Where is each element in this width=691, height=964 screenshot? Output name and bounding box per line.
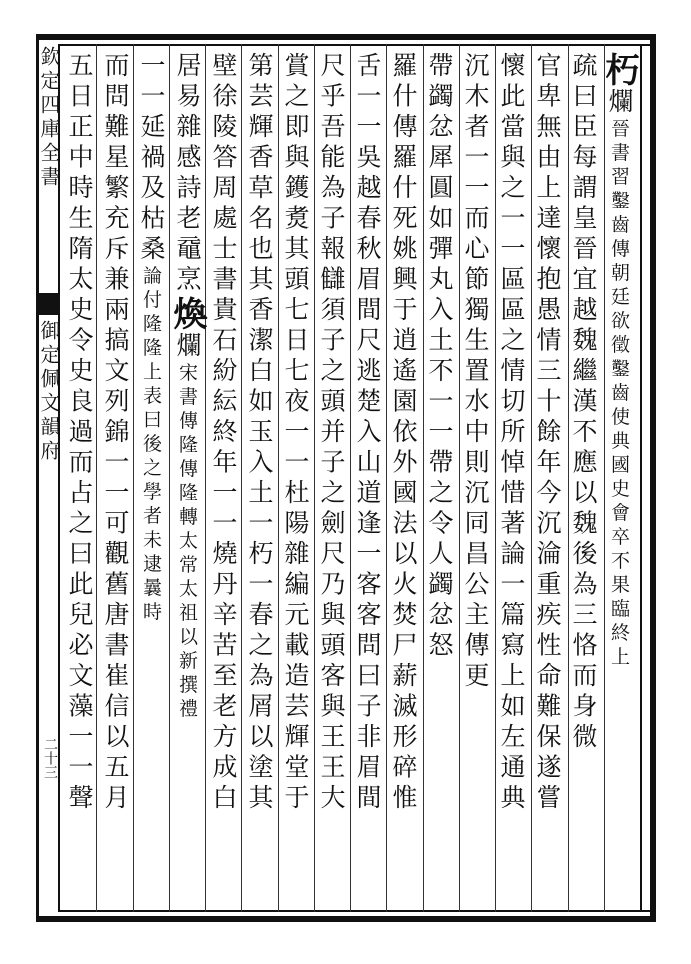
text-column — [566, 52, 601, 908]
text-column — [134, 52, 169, 908]
text-column — [530, 52, 565, 908]
text-column — [98, 52, 133, 908]
border-bottom-outer — [36, 916, 656, 922]
body-text: 疏曰臣每謂皇晉宜越魏繼漢不應以魏後為三恪而身微 — [569, 52, 598, 754]
text-column — [422, 52, 457, 908]
border-top-outer — [36, 34, 656, 40]
text-column — [62, 52, 97, 908]
margin-book-title — [38, 320, 60, 490]
folio-number: 二十三 — [42, 737, 58, 779]
text-column — [314, 52, 349, 908]
text-column — [350, 52, 385, 908]
annotation-text: 論付隆隆上表曰後之學者未逮曩時 — [140, 265, 162, 626]
border-right-inner — [640, 44, 642, 912]
entry-heading: 煥 — [167, 296, 207, 332]
text-column — [278, 52, 313, 908]
body-text: 官卑無由上達懷抱愚情三十餘年今沉淪重疾性命難保遂嘗 — [533, 52, 562, 815]
body-text: 五日正中時生隋太史令史良過而占之曰此兒必文藻一一聲 — [65, 52, 94, 815]
text-column — [167, 52, 207, 908]
body-text: 沉木者一一而心節獨生置水中則沉同昌公主傳更 — [461, 52, 490, 693]
book-title-text: 御定佩文韻府 — [37, 320, 61, 464]
margin-series-title — [38, 46, 60, 296]
body-text: 第芸輝香草名也其香潔白如玉入土一朽一春之為屑以塗其 — [245, 52, 274, 815]
text-block — [62, 52, 638, 908]
text-column — [242, 52, 277, 908]
body-text: 羅什傳羅什死姚興于逍遙園依外國法以火焚尸薪滅形碎惟 — [389, 52, 418, 815]
body-text: 居易雜感詩老黿烹 — [173, 52, 202, 296]
text-column — [206, 52, 241, 908]
body-text: 一一延禍及枯桑 — [137, 52, 166, 266]
text-column — [494, 52, 529, 908]
fishtail-block — [38, 293, 60, 315]
body-text: 帶蠲忿犀圓如彈丸入土不一一帶之令人蠲忿怒 — [425, 52, 454, 662]
text-column — [386, 52, 421, 908]
body-text: 賞之即與鑊煑其頭七日七夜一一杜陽雜編元載造芸輝堂于 — [281, 52, 310, 815]
border-right-outer — [650, 34, 656, 922]
annotation-text: 晉書習鑿齒傳朝廷欲徵鑿齒使典國史會卒不果臨終上 — [608, 118, 630, 671]
series-title-text: 欽定四庫全書 — [37, 46, 61, 190]
body-text: 爛 — [173, 332, 202, 363]
body-text: 懷此當與之一一區區之情切所悼惜著論一篇寫上如左通典 — [497, 52, 526, 815]
body-text: 而問難星繁充斥兼兩搞文列錦一一可觀舊唐書崔信以五月 — [101, 52, 130, 815]
text-column — [458, 52, 493, 908]
body-text: 尺乎吾能為子報讎須子之頭并子之劍尺乃與頭客與王王大 — [317, 52, 346, 815]
body-text: 壁徐陵答周處士書貴石紛紜終年一一燒丹辛苦至老方成白 — [209, 52, 238, 815]
text-column — [599, 52, 639, 908]
annotation-text: 宋書傳隆傳隆轉太常太祖以新撰禮 — [176, 362, 198, 723]
body-text: 舌一一吳越春秋眉間尺逃楚入山道逢一客客問曰子非眉間 — [353, 52, 382, 815]
body-text: 爛 — [605, 88, 634, 119]
entry-heading: 朽 — [599, 52, 639, 88]
